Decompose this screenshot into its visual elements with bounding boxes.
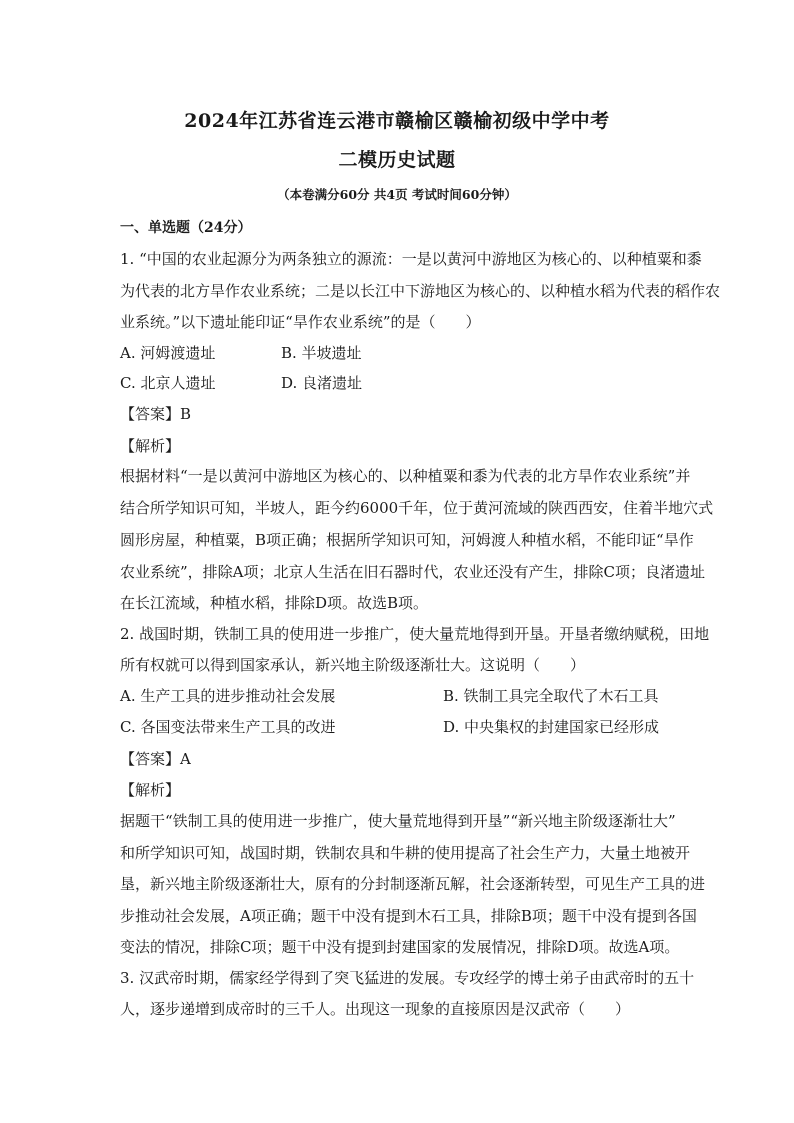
question-1-answer: 【答案】B — [120, 405, 192, 423]
question-2-analysis-line: 步推动社会发展，A项正确；题干中没有提到木石工具，排除B项；题干中没有提到各国 — [120, 907, 697, 925]
question-1-option-c: C. 北京人遗址 — [120, 374, 216, 392]
question-2-analysis-line: 和所学知识可知，战国时期，铁制农具和牛耕的使用提高了社会生产力，大量土地被开 — [120, 844, 691, 862]
question-2-option-b: B. 铁制工具完全取代了木石工具 — [443, 687, 659, 705]
document-title-line1: 2024年江苏省连云港市赣榆区赣榆初级中学中考 — [184, 110, 610, 132]
question-2-option-a: A. 生产工具的进步推动社会发展 — [120, 687, 336, 705]
question-1-option-b: B. 半坡遗址 — [281, 344, 362, 362]
question-1-option-a: A. 河姆渡遗址 — [120, 344, 216, 362]
exam-info: （本卷满分60分 共4页 考试时间60分钟） — [277, 187, 517, 202]
question-3-line: 人，逐步递增到成帝时的三千人。出现这一现象的直接原因是汉武帝（ ） — [120, 1000, 631, 1018]
document-title-line2: 二模历史试题 — [338, 149, 456, 171]
question-1-analysis-label: 【解析】 — [120, 437, 181, 455]
question-1-analysis-line: 在长江流域，种植水稻，排除D项。故选B项。 — [120, 594, 429, 612]
question-2-analysis-line: 变法的情况，排除C项；题干中没有提到封建国家的发展情况，排除D项。故选A项。 — [120, 938, 680, 956]
question-2-answer: 【答案】A — [120, 750, 191, 768]
question-2-option-d: D. 中央集权的封建国家已经形成 — [443, 718, 660, 736]
question-3-line: 3. 汉武帝时期，儒家经学得到了突飞猛进的发展。专攻经学的博士弟子由武帝时的五十 — [120, 969, 695, 987]
question-1-line: 为代表的北方旱作农业系统；二是以长江中下游地区为核心的、以种植水稻为代表的稻作农 — [120, 282, 721, 300]
question-2-line: 所有权就可以得到国家承认，新兴地主阶级逐渐壮大。这说明（ ） — [120, 656, 586, 674]
question-2-analysis-line: 垦，新兴地主阶级逐渐壮大，原有的分封制逐渐瓦解，社会逐渐转型，可见生产工具的进 — [120, 875, 706, 893]
question-1-analysis-line: 圆形房屋，种植粟，B项正确；根据所学知识可知，河姆渡人种植水稻，不能印证“旱作 — [120, 531, 694, 549]
section-heading: 一、单选题（24分） — [120, 220, 252, 236]
question-1-analysis-line: 农业系统”，排除A项；北京人生活在旧石器时代，农业还没有产生，排除C项；良渚遗址 — [120, 563, 705, 581]
question-2-analysis-line: 据题干“铁制工具的使用进一步推广，使大量荒地得到开垦”“新兴地主阶级逐渐壮大” — [120, 812, 676, 830]
question-2-option-c: C. 各国变法带来生产工具的改进 — [120, 718, 336, 736]
question-1-analysis-line: 根据材料“一是以黄河中游地区为核心的、以种植粟和黍为代表的北方旱作农业系统”并 — [120, 467, 691, 485]
question-2-analysis-label: 【解析】 — [120, 781, 181, 799]
question-1-option-d: D. 良渚遗址 — [281, 374, 363, 392]
question-1-line: 1. “中国的农业起源分为两条独立的源流：一是以黄河中游地区为核心的、以种植粟和黍 — [120, 250, 702, 268]
question-1-analysis-line: 结合所学知识可知，半坡人，距今约6000千年，位于黄河流域的陕西西安，住着半地穴式 — [120, 499, 714, 517]
question-1-line: 业系统。”以下遗址能印证“旱作农业系统”的是（ ） — [120, 313, 481, 331]
question-2-line: 2. 战国时期，铁制工具的使用进一步推广，使大量荒地得到开垦。开垦者缴纳赋税，田地 — [120, 625, 710, 643]
